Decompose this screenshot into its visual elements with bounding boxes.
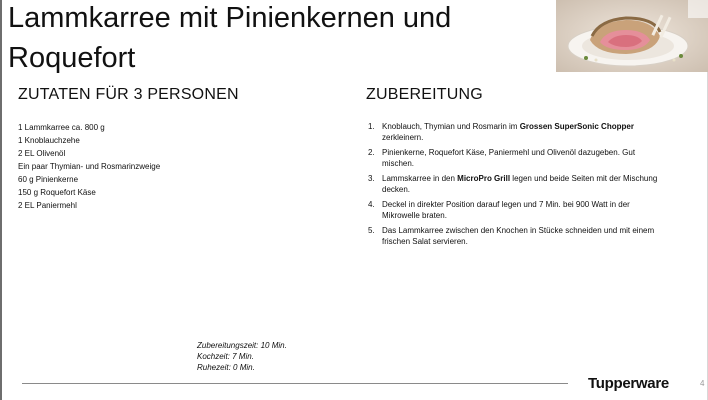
slide-left-border (0, 0, 2, 400)
step-number: 4. (368, 200, 375, 209)
step-number: 5. (368, 226, 375, 235)
step-number: 2. (368, 148, 375, 157)
ingredient-item: 1 Knoblauchzehe (18, 136, 80, 145)
ingredient-item: 2 EL Olivenöl (18, 149, 66, 158)
step-item (368, 173, 668, 195)
ingredient-item: 60 g Pinienkerne (18, 175, 79, 184)
recipe-title: Lammkarree mit Pinienkernen und Roquefort (8, 2, 452, 74)
ingredient-item: Ein paar Thymian- und Rosmarinzweige (18, 162, 161, 171)
page-number: 4 (700, 379, 705, 388)
ingredients-list (18, 121, 318, 212)
ingredient-item: 1 Lammkarree ca. 800 g (18, 123, 105, 132)
step-text: Das Lammkarree zwischen den Knochen in Stücke schneiden und mit einem frischen Salat servieren. (382, 226, 655, 246)
step-product: MicroPro Grill (457, 174, 511, 183)
footer-divider (22, 383, 568, 384)
step-number: 1. (368, 122, 375, 131)
cook-time: Kochzeit: 7 Min. (197, 352, 254, 361)
ingredient-item: 150 g Roquefort Käse (18, 188, 96, 197)
preparation-heading: ZUBEREITUNG (366, 86, 483, 103)
step-text-end: legen und beide Seiten mit der Mischung decken. (382, 174, 658, 194)
step-text-end: zerkleinern. (382, 133, 424, 142)
time-info (197, 340, 287, 373)
step-text: Deckel in direkter Position darauf legen und 7 Min. bei 900 Watt in der Mikrowelle braten. (382, 200, 630, 220)
recipe-photo (556, 0, 708, 72)
step-text: Knoblauch, Thymian und Rosmarin im (382, 122, 520, 131)
preparation-steps (368, 121, 668, 251)
step-item (368, 147, 668, 169)
ingredient-item: 2 EL Paniermehl (18, 201, 77, 210)
prep-time: Zubereitungszeit: 10 Min. (197, 341, 287, 350)
step-text: Pinienkerne, Roquefort Käse, Paniermehl und Olivenöl dazugeben. Gut mischen. (382, 148, 636, 168)
ingredients-heading: ZUTATEN FÜR 3 PERSONEN (18, 86, 239, 103)
step-number: 3. (368, 174, 375, 183)
step-item (368, 225, 668, 247)
step-text: Lammskarree in den (382, 174, 458, 183)
step-item (368, 121, 668, 143)
step-product: Grossen SuperSonic Chopper (519, 122, 634, 131)
rest-time: Ruhezeit: 0 Min. (197, 363, 255, 372)
tupperware-logo: Tupperware (588, 375, 669, 392)
step-item (368, 199, 668, 221)
